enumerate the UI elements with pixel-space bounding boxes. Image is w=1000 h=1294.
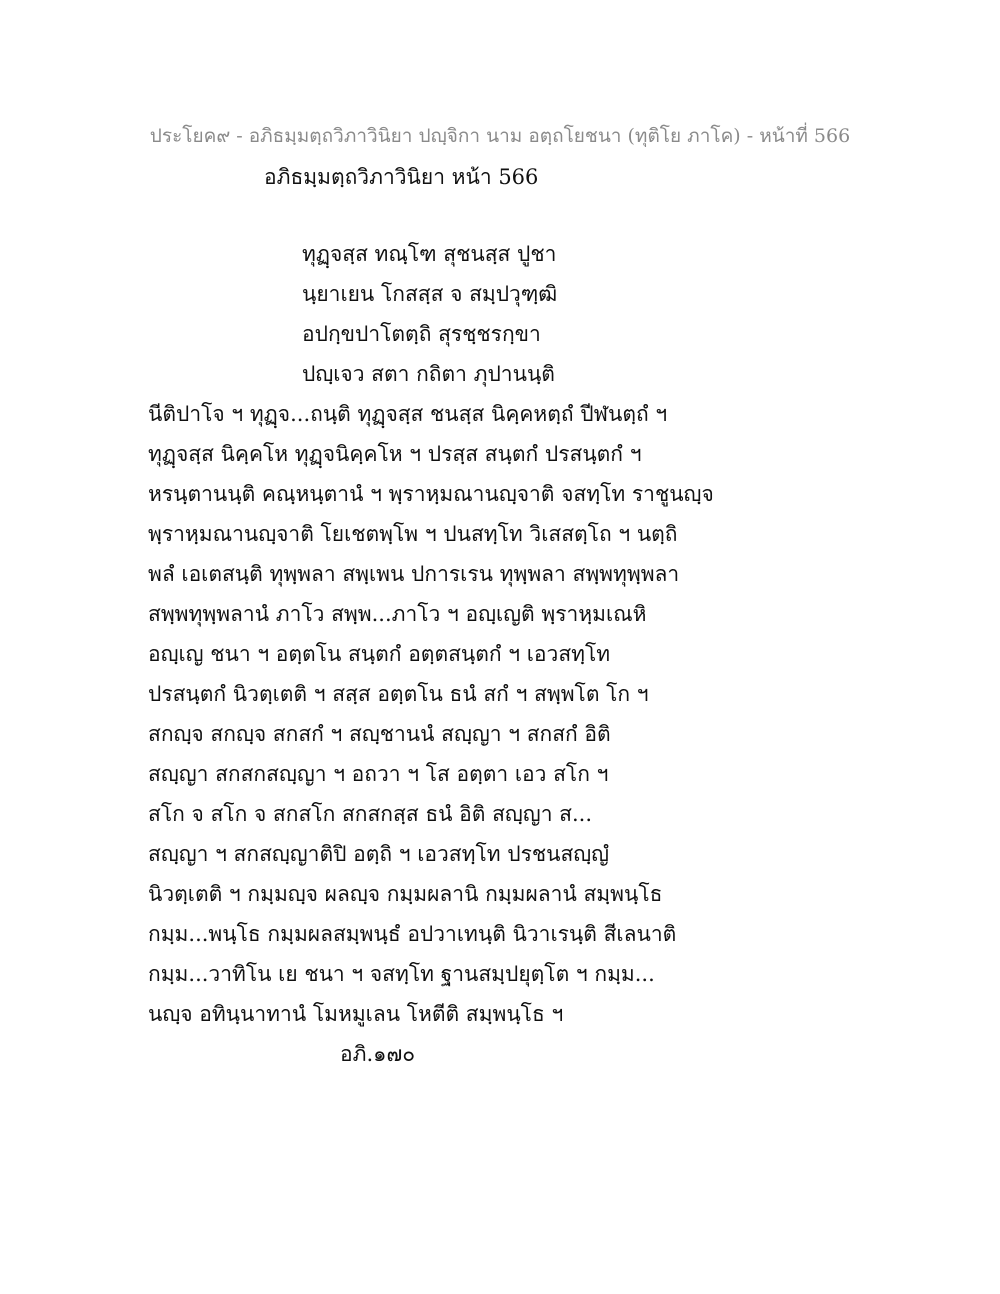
- running-header: ประโยค๙ - อภิธมฺมตฺถวิภาวินิยา ปญฺจิกา นาม อตฺถโยชนา (ทุติโย ภาโค) - หน้าที่ 566: [149, 125, 851, 147]
- commentary-line: นิวตฺเตติ ฯ กมฺมญฺจ ผลญฺจ กมฺมผลานิ กมฺมผลานํ สมฺพนฺโธ: [148, 882, 663, 906]
- verse-line: ทุฏฺจสฺส ทณฺโฑ สุชนสฺส ปูชา: [302, 242, 557, 266]
- verse-line: นฺยาเยน โกสสฺส จ สมฺปวุฑฺฒิ: [302, 282, 558, 306]
- page-title: อภิธมฺมตฺถวิภาวินิยา หน้า 566: [264, 165, 539, 189]
- verse-line: ปญฺเจว สตา กถิตา ภุปานนฺติ: [302, 362, 555, 386]
- commentary-line: ทุฏฺจสฺส นิคฺคโห ทุฏฺจนิคฺคโห ฯ ปรสฺส สนฺตกํ ปรสนฺตกํ ฯ: [148, 442, 642, 466]
- commentary-line: อญฺเญ ชนา ฯ อตฺตโน สนฺตกํ อตฺตสนฺตกํ ฯ เอวสทฺโท: [148, 642, 611, 666]
- commentary-line: พฺราหฺมณานญฺจาติ โยเชตพฺโพ ฯ ปนสทฺโท วิเสสตฺโถ ฯ นตฺถิ: [148, 522, 678, 546]
- commentary-line: นญฺจ อทินฺนาทานํ โมหมูเลน โหตีติ สมฺพนฺโธ ฯ: [148, 1002, 564, 1026]
- commentary-line: กมฺม...วาทิโน เย ชนา ฯ จสทฺโท ฐานสมฺปยุตฺโต ฯ กมฺม...: [148, 962, 655, 986]
- commentary-line: สพฺพทุพฺพลานํ ภาโว สพฺพ...ภาโว ฯ อญฺเญติ พฺราหฺมเณหิ: [148, 602, 647, 626]
- commentary-line: สญฺญา ฯ สกสญฺญาติปิ อตฺถิ ฯ เอวสทฺโท ปรชนสญฺญํ: [148, 842, 610, 866]
- commentary-line: สญฺญา สกสกสญฺญา ฯ อถวา ฯ โส อตฺตา เอว สโก ฯ: [148, 762, 609, 786]
- commentary-line: หรนฺตานนฺติ คณฺหนฺตานํ ฯ พฺราหฺมณานญฺจาติ จสทฺโท ราชูนญฺจ: [148, 482, 714, 506]
- commentary-block: [148, 400, 714, 1040]
- commentary-line: ปรสนฺตกํ นิวตฺเตติ ฯ สสฺส อตฺตโน ธนํ สกํ ฯ สพฺพโต โก ฯ: [148, 682, 649, 706]
- verse-block: [302, 240, 557, 400]
- commentary-line: สกญฺจ สกญฺจ สกสกํ ฯ สญฺชานนํ สญฺญา ฯ สกสกํ อิติ: [148, 722, 611, 746]
- commentary-line: กมฺม...พนฺโธ กมฺมผลสมฺพนฺธํ อปวาเทนฺติ นิวาเรนฺติ สีเลนาติ: [148, 922, 677, 946]
- commentary-line: สโก จ สโก จ สกสโก สกสกสฺส ธนํ อิติ สญฺญา ส...: [148, 802, 593, 826]
- footnote-reference: อภิ.๑๗๐: [340, 1042, 416, 1066]
- commentary-line: พลํ เอเตสนฺติ ทุพฺพลา สพฺเพน ปการเรน ทุพฺพลา สพฺพทุพฺพลา: [148, 562, 680, 586]
- verse-line: อปกฺขปาโตตฺถิ สุรชฺชรกฺขา: [302, 322, 541, 346]
- commentary-line: นีติปาโจ ฯ ทุฏฺจ...ถนฺติ ทุฏฺจสฺส ชนสฺส นิคฺคหตฺถํ ปีฬนตฺถํ ฯ: [148, 402, 668, 426]
